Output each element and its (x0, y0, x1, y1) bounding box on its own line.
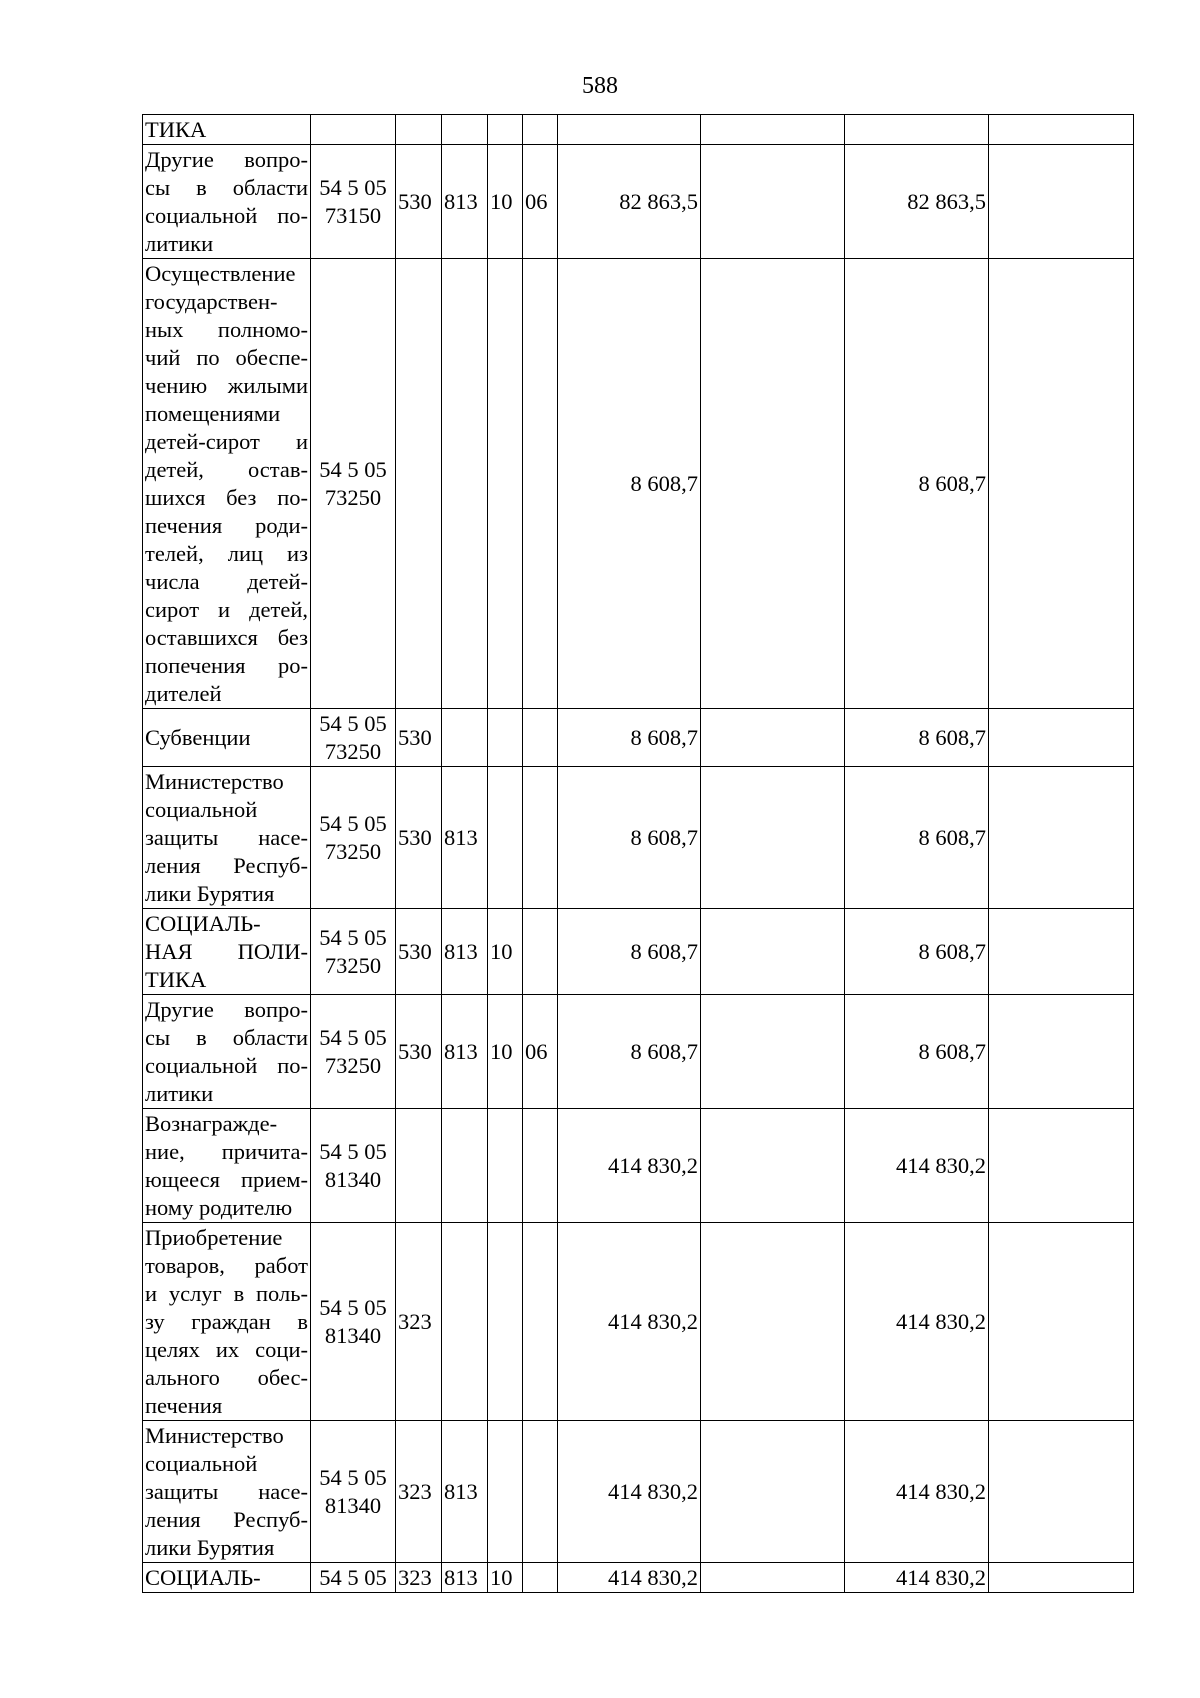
row-name-line: ющееся прием- (145, 1166, 308, 1192)
row-name-line: зу граждан в (145, 1308, 308, 1334)
row-pr-cell (523, 767, 558, 909)
row-rz-cell: 10 (488, 909, 523, 995)
row-sum4-cell (989, 909, 1134, 995)
row-sum1-cell: 8 608,7 (558, 995, 701, 1109)
budget-table (142, 114, 1134, 1593)
row-code-cell (311, 115, 396, 145)
row-name-cell (143, 995, 311, 1109)
row-pr-cell (523, 909, 558, 995)
row-name-line: попечения ро- (145, 652, 308, 678)
row-ved-cell: 813 (442, 145, 488, 259)
row-sum2-cell (701, 1223, 845, 1421)
row-pr-cell (523, 1421, 558, 1563)
table-row (143, 1223, 1134, 1421)
row-pr-cell: 06 (523, 995, 558, 1109)
row-code-line: 54 5 05 (319, 174, 387, 200)
row-rz-cell: 10 (488, 145, 523, 259)
row-name-cell (143, 1223, 311, 1421)
row-vr-cell: 323 (396, 1421, 442, 1563)
row-name-line: ТИКА (145, 966, 207, 992)
row-sum2-cell (701, 995, 845, 1109)
row-sum2-cell (701, 1109, 845, 1223)
row-vr-cell (396, 115, 442, 145)
row-code-cell (311, 767, 396, 909)
row-sum3-cell: 414 830,2 (845, 1563, 989, 1593)
row-name-line: социальной по- (145, 1052, 308, 1078)
row-ved-cell: 813 (442, 1421, 488, 1563)
row-name-line: лики Бурятия (145, 880, 275, 906)
row-name-line: ние, причита- (145, 1138, 308, 1164)
row-code-line: 73250 (324, 484, 382, 510)
row-sum4-cell (989, 259, 1134, 709)
row-sum2-cell (701, 767, 845, 909)
row-name-line: ному родителю (145, 1194, 293, 1220)
row-sum2-cell (701, 909, 845, 995)
page-number: 588 (582, 73, 618, 99)
row-sum1-cell: 8 608,7 (558, 709, 701, 767)
row-name-line: Министерство (145, 768, 284, 794)
table-row (143, 709, 1134, 767)
row-name-line: лики Бурятия (145, 1534, 275, 1560)
row-name-line: печения роди- (145, 512, 308, 538)
row-name-line: социальной (145, 796, 258, 822)
row-sum1-cell: 414 830,2 (558, 1421, 701, 1563)
row-name-line: чению жилыми (145, 372, 308, 398)
row-code-line: 54 5 05 (319, 1464, 387, 1490)
row-name-cell (143, 115, 311, 145)
row-name-cell (143, 1109, 311, 1223)
table-row (143, 259, 1134, 709)
row-rz-cell (488, 767, 523, 909)
row-sum1-cell: 414 830,2 (558, 1563, 701, 1593)
row-name-cell (143, 709, 311, 767)
row-sum2-cell (701, 1421, 845, 1563)
row-sum3-cell: 82 863,5 (845, 145, 989, 259)
row-name-cell (143, 1421, 311, 1563)
row-code-line: 54 5 05 (319, 1138, 387, 1164)
row-name-line: социальной по- (145, 202, 308, 228)
row-sum4-cell (989, 1223, 1134, 1421)
row-rz-cell (488, 1223, 523, 1421)
row-name-line: Приобретение (145, 1224, 283, 1250)
row-ved-cell: 813 (442, 1563, 488, 1593)
row-name-line: печения (145, 1392, 223, 1418)
row-sum3-cell: 414 830,2 (845, 1109, 989, 1223)
row-name-line: Другие вопро- (145, 996, 308, 1022)
row-vr-cell: 530 (396, 767, 442, 909)
row-code-line: 73150 (324, 202, 382, 228)
row-vr-cell (396, 259, 442, 709)
row-name-cell (143, 1563, 311, 1593)
row-pr-cell (523, 1563, 558, 1593)
row-sum3-cell: 8 608,7 (845, 709, 989, 767)
row-name-line: сы в области (145, 174, 308, 200)
row-name-line: дителей (145, 680, 222, 706)
table-row (143, 1421, 1134, 1563)
row-name-line: литики (145, 230, 214, 256)
row-name-line: чий по обеспе- (145, 344, 308, 370)
row-code-line: 54 5 05 (319, 810, 387, 836)
row-name-cell (143, 259, 311, 709)
row-code-line: 73250 (324, 738, 382, 764)
row-code-line: 54 5 05 (319, 710, 387, 736)
row-ved-cell (442, 1223, 488, 1421)
row-rz-cell (488, 259, 523, 709)
row-sum1-cell: 8 608,7 (558, 259, 701, 709)
row-code-cell (311, 1563, 396, 1593)
row-name-line: детей, остав- (145, 456, 308, 482)
row-ved-cell: 813 (442, 995, 488, 1109)
row-name-line: телей, лиц из (145, 540, 308, 566)
row-name-line: защиты насе- (145, 1478, 308, 1504)
row-sum1-cell (558, 115, 701, 145)
table-row (143, 115, 1134, 145)
row-ved-cell (442, 259, 488, 709)
table-row (143, 767, 1134, 909)
row-pr-cell (523, 259, 558, 709)
row-rz-cell (488, 709, 523, 767)
row-ved-cell (442, 1109, 488, 1223)
row-vr-cell: 530 (396, 909, 442, 995)
row-ved-cell (442, 709, 488, 767)
row-name-line: оставшихся без (145, 624, 308, 650)
row-name-line: Вознагражде- (145, 1110, 278, 1136)
row-code-line: 73250 (324, 838, 382, 864)
budget-table-body (143, 115, 1134, 1593)
row-code-cell (311, 1109, 396, 1223)
row-vr-cell: 530 (396, 145, 442, 259)
row-name-line: ления Респуб- (145, 852, 308, 878)
row-name-line: литики (145, 1080, 214, 1106)
row-pr-cell (523, 709, 558, 767)
row-name-line: ального обес- (145, 1364, 308, 1390)
row-sum3-cell: 8 608,7 (845, 767, 989, 909)
row-sum3-cell: 414 830,2 (845, 1223, 989, 1421)
row-sum1-cell: 8 608,7 (558, 767, 701, 909)
row-name-line: ТИКА (145, 116, 207, 142)
row-code-cell (311, 909, 396, 995)
row-ved-cell (442, 115, 488, 145)
row-sum2-cell (701, 259, 845, 709)
row-name-line: товаров, работ (145, 1252, 308, 1278)
row-sum4-cell (989, 1421, 1134, 1563)
row-name-line: НАЯ ПОЛИ- (145, 938, 308, 964)
row-sum4-cell (989, 995, 1134, 1109)
row-name-cell (143, 767, 311, 909)
row-name-line: сирот и детей, (145, 596, 308, 622)
table-row (143, 995, 1134, 1109)
row-code-line: 54 5 05 (319, 1564, 387, 1590)
row-name-line: числа детей- (145, 568, 308, 594)
row-name-line: Другие вопро- (145, 146, 308, 172)
row-code-cell (311, 1421, 396, 1563)
row-name-line: детей-сирот и (145, 428, 308, 454)
row-name-line: СОЦИАЛЬ- (145, 1564, 261, 1590)
table-row (143, 1563, 1134, 1593)
row-name-line: сы в области (145, 1024, 308, 1050)
row-sum3-cell: 8 608,7 (845, 259, 989, 709)
row-sum4-cell (989, 709, 1134, 767)
row-name-line: целях их соци- (145, 1336, 308, 1362)
row-code-cell (311, 709, 396, 767)
row-code-line: 81340 (324, 1322, 382, 1348)
row-code-cell (311, 995, 396, 1109)
row-name-line: шихся без по- (145, 484, 308, 510)
row-sum3-cell: 414 830,2 (845, 1421, 989, 1563)
row-vr-cell: 530 (396, 995, 442, 1109)
row-code-cell (311, 145, 396, 259)
row-vr-cell: 323 (396, 1563, 442, 1593)
row-sum2-cell (701, 1563, 845, 1593)
row-code-line: 54 5 05 (319, 1294, 387, 1320)
row-code-line: 54 5 05 (319, 924, 387, 950)
row-code-line: 54 5 05 (319, 456, 387, 482)
row-name-line: ления Респуб- (145, 1506, 308, 1532)
row-sum4-cell (989, 115, 1134, 145)
row-rz-cell (488, 1421, 523, 1563)
row-name-line: СОЦИАЛЬ- (145, 910, 261, 936)
row-sum1-cell: 8 608,7 (558, 909, 701, 995)
row-code-cell (311, 259, 396, 709)
row-ved-cell: 813 (442, 909, 488, 995)
row-sum4-cell (989, 767, 1134, 909)
row-name-cell (143, 909, 311, 995)
row-sum2-cell (701, 115, 845, 145)
row-name-line: Министерство (145, 1422, 284, 1448)
row-name-line: государствен- (145, 288, 278, 314)
row-sum3-cell: 8 608,7 (845, 909, 989, 995)
row-name-line: социальной (145, 1450, 258, 1476)
row-vr-cell (396, 1109, 442, 1223)
row-sum4-cell (989, 1109, 1134, 1223)
table-row (143, 145, 1134, 259)
row-sum1-cell: 414 830,2 (558, 1109, 701, 1223)
row-sum1-cell: 82 863,5 (558, 145, 701, 259)
row-pr-cell (523, 1223, 558, 1421)
row-sum2-cell (701, 709, 845, 767)
row-sum2-cell (701, 145, 845, 259)
row-sum1-cell: 414 830,2 (558, 1223, 701, 1421)
row-code-line: 54 5 05 (319, 1024, 387, 1050)
row-rz-cell: 10 (488, 1563, 523, 1593)
row-vr-cell: 323 (396, 1223, 442, 1421)
row-sum3-cell (845, 115, 989, 145)
row-rz-cell: 10 (488, 995, 523, 1109)
row-name-line: помещениями (145, 400, 281, 426)
table-row (143, 909, 1134, 995)
row-pr-cell (523, 1109, 558, 1223)
row-name-line: ных полномо- (145, 316, 308, 342)
row-code-cell (311, 1223, 396, 1421)
row-name-line: и услуг в поль- (145, 1280, 308, 1306)
row-name-line: Субвенции (145, 724, 251, 750)
row-rz-cell (488, 115, 523, 145)
row-rz-cell (488, 1109, 523, 1223)
row-code-line: 73250 (324, 1052, 382, 1078)
row-code-line: 73250 (324, 952, 382, 978)
row-pr-cell: 06 (523, 145, 558, 259)
row-name-line: защиты насе- (145, 824, 308, 850)
row-vr-cell: 530 (396, 709, 442, 767)
table-row (143, 1109, 1134, 1223)
row-sum3-cell: 8 608,7 (845, 995, 989, 1109)
row-code-line: 81340 (324, 1166, 382, 1192)
row-sum4-cell (989, 145, 1134, 259)
row-name-cell (143, 145, 311, 259)
row-name-line: Осуществление (145, 260, 296, 286)
row-pr-cell (523, 115, 558, 145)
row-code-line: 81340 (324, 1492, 382, 1518)
row-sum4-cell (989, 1563, 1134, 1593)
row-ved-cell: 813 (442, 767, 488, 909)
